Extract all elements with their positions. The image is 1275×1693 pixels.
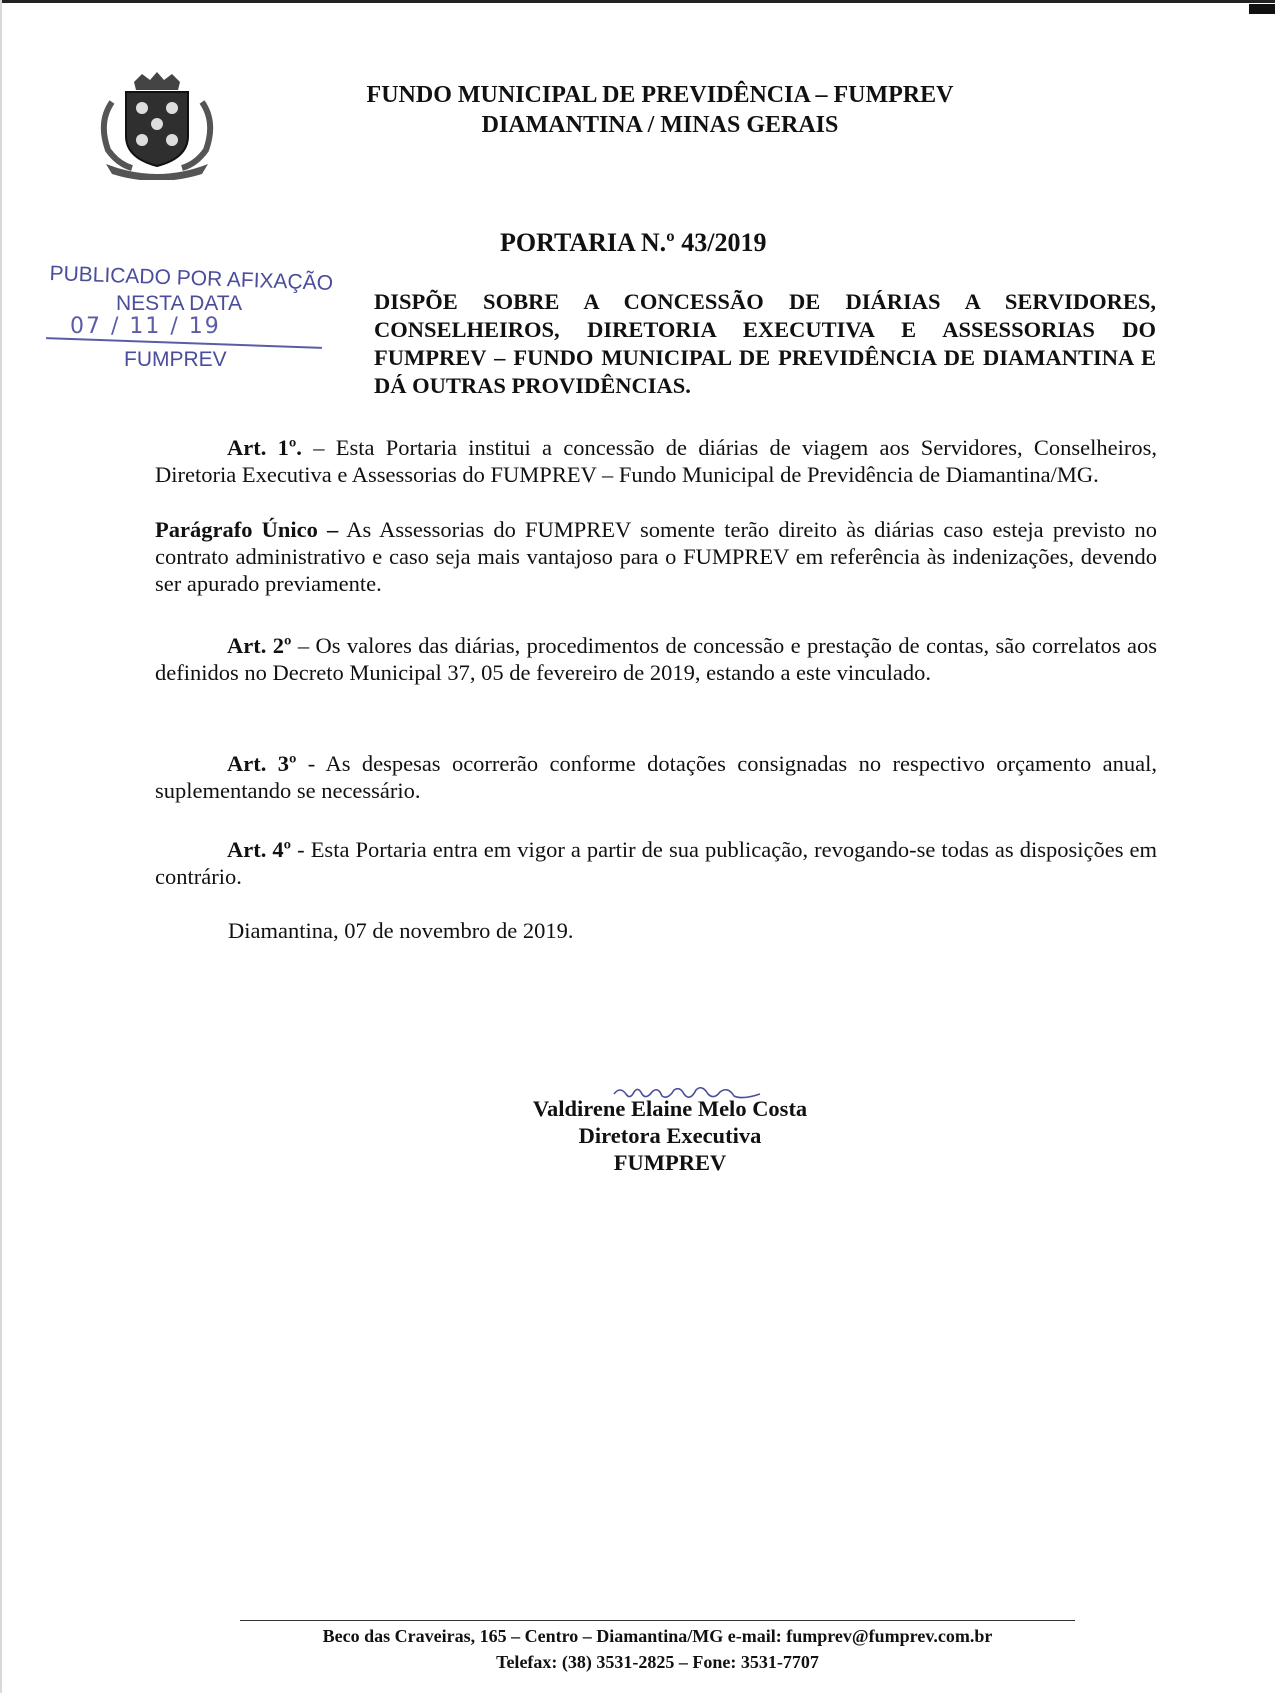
signer-role: Diretora Executiva (578, 1123, 762, 1148)
document-title: PORTARIA N.º 43/2019 (500, 228, 767, 257)
article-1 (155, 434, 1157, 488)
signer-org: FUMPREV (613, 1150, 727, 1175)
scan-edge (0, 0, 2, 1693)
article-2-label: Art. 2º (227, 633, 292, 658)
signer-name: Valdirene Elaine Melo Costa (532, 1096, 808, 1121)
coat-of-arms-icon (92, 72, 222, 180)
stamp-line2: NESTA DATA (116, 292, 243, 315)
paragrafo-unico-text: As Assessorias do FUMPREV somente terão direito às diárias caso esteja previsto no contrato administrativo e caso seja mais vantajoso para o FUMPREV em referência às indenizações, devendo ser apurado previamente. (155, 517, 1157, 596)
stamp-handwritten-date: 07 / 11 / 19 (70, 314, 221, 339)
article-4-label: Art. 4º (227, 837, 292, 862)
paragrafo-unico (155, 516, 1157, 597)
article-3-label: Art. 3º (227, 751, 297, 776)
article-4-text: - Esta Portaria entra em vigor a partir de sua publicação, revogando-se todas as disposições em contrário. (155, 837, 1158, 889)
article-2 (155, 632, 1157, 686)
article-1-label: Art. 1º. (227, 435, 302, 460)
article-1-text: – Esta Portaria institui a concessão de diárias de viagem aos Servidores, Conselheiros, Diretoria Executiva e Assessorias do FUMPREV – Fundo Municipal de Previdência de Diamantina/MG. (155, 435, 1158, 487)
footer-phones: Telefax: (38) 3531-2825 – Fone: 3531-7707 (496, 1652, 819, 1672)
stamp-line1: PUBLICADO POR AFIXAÇÃO (49, 262, 334, 295)
top-border-line (0, 0, 1275, 3)
article-2-text: – Os valores das diárias, procedimentos de concessão e prestação de contas, são correlatos aos definidos no Decreto Municipal 37, 05 de fevereiro de 2019, estando a este vinculado. (155, 633, 1157, 685)
footer-address: Beco das Craveiras, 165 – Centro – Diamantina/MG e-mail: fumprev@fumprev.com.br (322, 1626, 993, 1646)
institution-name: FUNDO MUNICIPAL DE PREVIDÊNCIA – FUMPREV (366, 82, 954, 108)
stamp-line3: FUMPREV (124, 348, 227, 371)
date-line: Diamantina, 07 de novembro de 2019. (228, 918, 574, 943)
article-3 (155, 750, 1157, 804)
institution-location: DIAMANTINA / MINAS GERAIS (481, 112, 839, 138)
paragrafo-unico-label: Parágrafo Único – (155, 517, 339, 542)
footer-divider (240, 1620, 1075, 1621)
publication-stamp (40, 258, 340, 378)
article-3-text: - As despesas ocorrerão conforme dotações consignadas no respectivo orçamento anual, suplementando se necessário. (155, 751, 1157, 803)
ementa: DISPÕE SOBRE A CONCESSÃO DE DIÁRIAS A SERVIDORES, CONSELHEIROS, DIRETORIA EXECUTIVA E ASSESSORIAS DO FUMPREV – FUNDO MUNICIPAL DE PREVIDÊNCIA DE DIAMANTINA E DÁ OUTRAS PROVIDÊNCIAS. (374, 289, 1156, 398)
article-4 (155, 836, 1157, 890)
scan-mark (1249, 4, 1275, 14)
